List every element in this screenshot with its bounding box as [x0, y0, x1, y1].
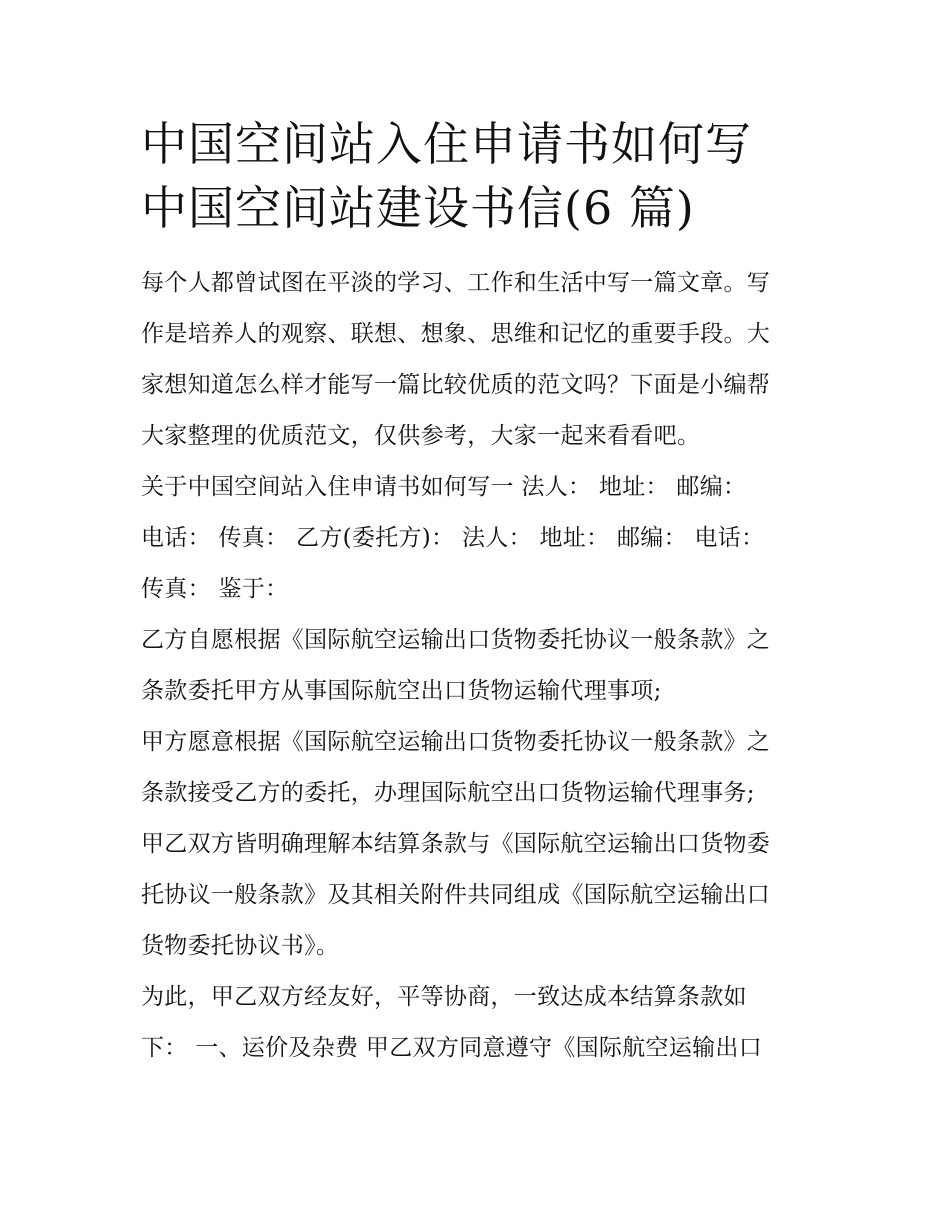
text-line: 传真： 鉴于： [141, 576, 289, 602]
document-body [141, 258, 821, 1074]
text-line: 下： 一、运价及杂费 甲乙双方同意遵守《国际航空运输出口 [141, 1035, 763, 1061]
text-line: 关于中国空间站入住申请书如何写一 法人： 地址： 邮编： [141, 474, 747, 500]
paragraph-agreement [141, 972, 821, 1074]
text-line: 每个人都曾试图在平淡的学习、工作和生活中写一篇文章。写 [141, 270, 771, 296]
title-line-1: 中国空间站入住申请书如何写 [141, 117, 752, 171]
text-line: 条款接受乙方的委托，办理国际航空出口货物运输代理事务; [141, 780, 755, 806]
document-title [141, 112, 821, 240]
text-line: 托协议一般条款》及其相关附件共同组成《国际航空运输出口 [141, 882, 771, 908]
text-line: 电话： 传真： 乙方(委托方)： 法人： 地址： 邮编： 电话： [141, 525, 765, 551]
paragraph-intro [141, 258, 821, 462]
text-line: 甲方愿意根据《国际航空运输出口货物委托协议一般条款》之 [141, 729, 771, 755]
text-line: 乙方自愿根据《国际航空运输出口货物委托协议一般条款》之 [141, 627, 771, 653]
title-line-2: 中国空间站建设书信(6 篇) [141, 181, 695, 235]
document-page [141, 112, 821, 1074]
paragraph-clause-3 [141, 819, 821, 972]
text-line: 家想知道怎么样才能写一篇比较优质的范文吗？下面是小编帮 [141, 372, 771, 398]
text-line: 条款委托甲方从事国际航空出口货物运输代理事项; [141, 678, 662, 704]
text-line: 大家整理的优质范文，仅供参考，大家一起来看看吧。 [141, 423, 701, 449]
text-line: 作是培养人的观察、联想、想象、思维和记忆的重要手段。大 [141, 321, 771, 347]
text-line: 甲乙双方皆明确理解本结算条款与《国际航空运输出口货物委 [141, 831, 771, 857]
paragraph-parties [141, 462, 821, 615]
text-line: 货物委托协议书》。 [141, 933, 340, 959]
paragraph-clause-2 [141, 717, 821, 819]
text-line: 为此，甲乙双方经友好，平等协商，一致达成本结算条款如 [141, 984, 747, 1010]
paragraph-clause-1 [141, 615, 821, 717]
